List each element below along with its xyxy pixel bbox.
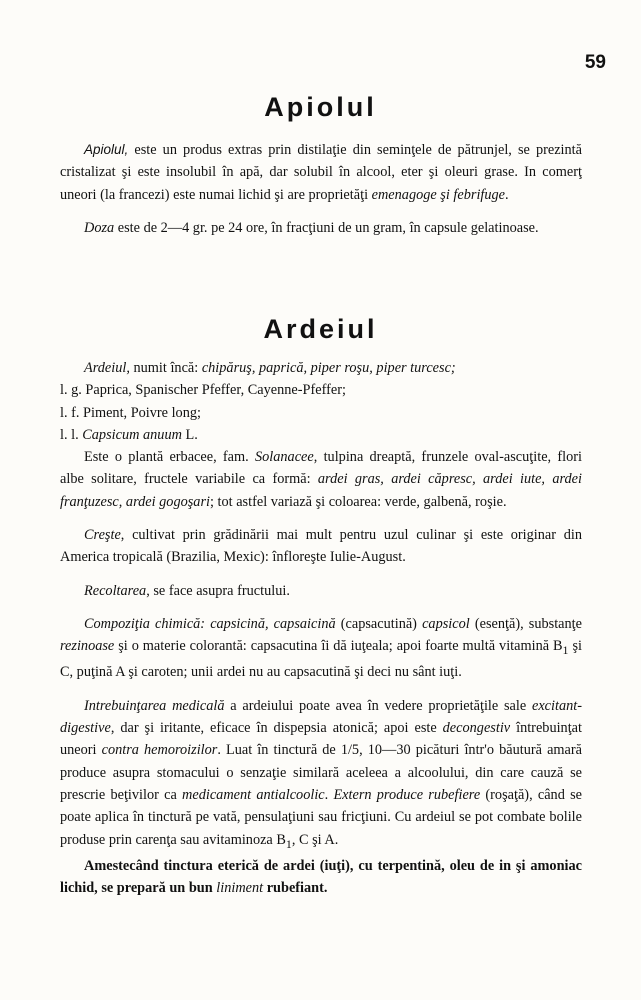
emphasis: chipăruş, paprică, piper roşu, piper turcesc; <box>201 360 456 376</box>
emphasis: rezinoase <box>60 638 115 655</box>
text: , dar şi iritante, eficace în dispepsia atonică; apoi este <box>110 720 443 737</box>
text: Este o plantă erbacee, fam. <box>84 449 255 466</box>
text: . Luat în tinctură de 1/5, 10—30 picături într'o băutură amară produce asupra stomacului o senzaţie similară aceleea a alcoolului, din care cauză se prescrie beţivilor ca <box>60 742 582 803</box>
paragraph-ardeiul-intro <box>60 357 582 379</box>
term-ardeiul: Ardeiul, <box>84 360 130 376</box>
name-latin <box>60 424 582 446</box>
name-french: l. f. Piment, Poivre long; <box>60 404 201 421</box>
emphasis: Solanacee <box>254 449 314 466</box>
subscript: 1 <box>285 836 292 851</box>
text: , C şi A. <box>291 831 339 848</box>
section-body-apiolul <box>60 139 582 239</box>
text: . <box>324 786 334 803</box>
section-title-apiolul: Apiolul <box>264 92 377 122</box>
term-doza: Doza <box>84 219 115 236</box>
name-german: l. g. Paprica, Spanischer Pfeffer, Cayenne-Pfeffer; <box>60 382 346 399</box>
emphasis: liniment <box>216 879 264 896</box>
text: , se face asupra fructului. <box>146 582 290 599</box>
text: este de 2—4 gr. pe 24 ore, în fracţiuni de un gram, în capsule gelatinoase. <box>114 219 539 236</box>
emphasis: contra hemoroizilor <box>101 742 218 759</box>
paragraph-apiolul-dose <box>60 217 582 239</box>
text: şi C, puţină A şi caroten; unii ardei nu au capsacutină şi deci nu sânt iuţi. <box>60 638 582 681</box>
text: Amestecând tinctura eterică de ardei (iuţi), cu terpentină, oleu de in şi amoniac lichid, se prepară un bun <box>60 857 582 896</box>
emphasis: Extern produce rubefiere <box>333 786 481 803</box>
paragraph-apiolul-description <box>60 139 582 206</box>
emphasis: decongestiv <box>442 720 511 737</box>
emphasis: Capsicum anuum <box>82 426 182 443</box>
text: . <box>505 186 509 203</box>
paragraph-ardeiul-grows <box>60 524 582 569</box>
term-apiolul: Apiolul, <box>84 142 129 157</box>
term-compozitia: Compoziţia chimică: capsicină, capsaicină <box>84 615 336 632</box>
text: ; tot astfel variază şi coloarea: verde, galbenă, roşie. <box>210 493 507 510</box>
text: , tulpina dreaptă, frunzele oval-ascuţite, flori albe solitare, fructele variabile ca formă: <box>60 449 582 488</box>
subscript: 1 <box>562 643 569 658</box>
term-intrebuintarea: Intrebuinţarea medicală <box>84 697 225 714</box>
term-creste: Creşte <box>84 527 121 544</box>
text: este un produs extras prin distilaţie din seminţele de pătrunjel, se prezintă cristalizat şi este insolubil în apă, dar solubil în alcool, eter şi oleuri grase. In comerţ uneori (la francezi) este numai lichid şi are proprietăţi <box>60 142 582 203</box>
emphasis: ardei gras, ardei căpresc, ardei iute, ardei franţuzesc, ardei gogoşari <box>60 471 582 510</box>
section-body-ardeiul <box>60 357 582 899</box>
text: L. <box>181 426 198 443</box>
paragraph-ardeiul-harvest <box>60 580 582 602</box>
emphasis: capsicol <box>422 615 470 632</box>
page-number: 59 <box>584 52 606 73</box>
text: (capsacutină) <box>335 615 423 632</box>
paragraph-ardeiul-medical-use <box>60 695 582 855</box>
paragraph-ardeiul-description <box>60 446 582 513</box>
text: întrebuinţat uneori <box>60 720 582 759</box>
text: (esenţă), substanţe <box>469 615 582 632</box>
text: (roşaţă), când se poate aplica în tinctură pe vată, pensulaţiuni sau fricţiuni. Cu ardeiul se pot combate bolile produse prin carenţa sau avitaminoza B <box>60 786 582 848</box>
section-title-ardeiul: Ardeiul <box>263 314 378 344</box>
text: rubefiant. <box>263 879 328 896</box>
emphasis: emenagoge şi febrifuge <box>371 186 506 203</box>
paragraph-ardeiul-liniment <box>60 855 582 900</box>
text: l. l. <box>60 426 83 443</box>
paragraph-ardeiul-composition <box>60 613 582 684</box>
emphasis: excitant-digestive <box>60 697 582 737</box>
text: numit încă: <box>129 360 202 376</box>
text: şi o materie colorantă: capsacutina îi dă iuţeala; apoi foarte multă vitamină B <box>114 638 563 655</box>
term-recoltarea: Recoltarea <box>84 582 147 599</box>
text: , cultivat prin grădinării mai mult pentru uzul culinar şi este originar din America tropicală (Brazilia, Mexic): înfloreşte Iulie-August. <box>60 527 582 566</box>
text: a ardeiului poate avea în vedere proprietăţile sale <box>224 697 532 714</box>
emphasis: medicament antialcoolic <box>182 786 325 803</box>
